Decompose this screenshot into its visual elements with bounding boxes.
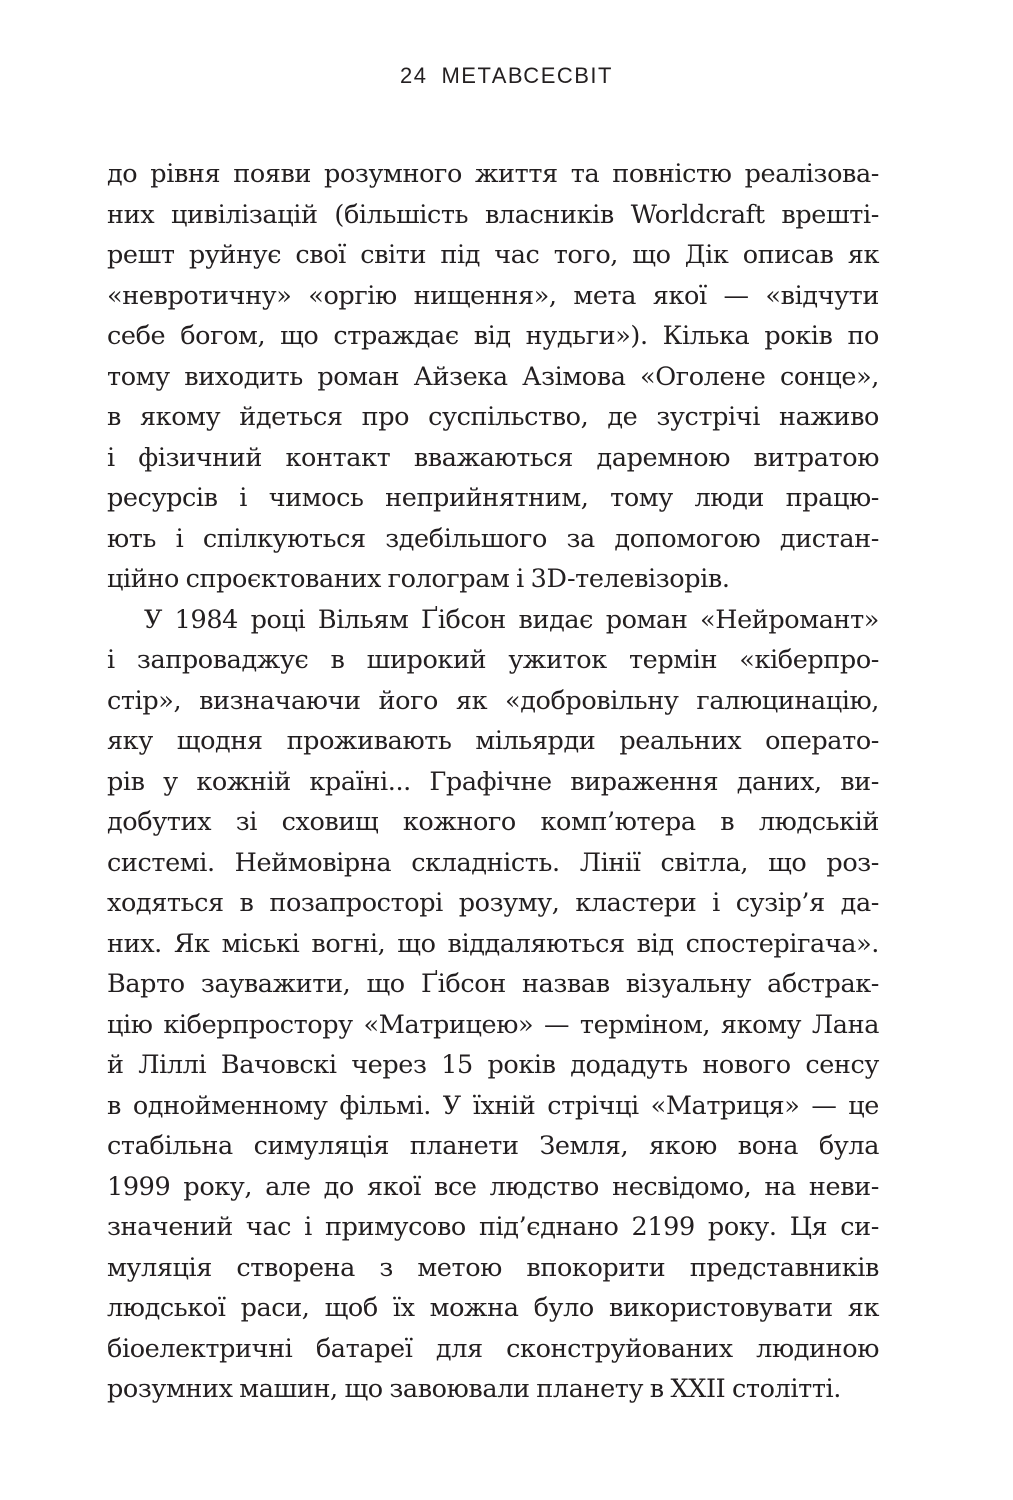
text-line: «невротичну» «оргію нищення», мета якої — «відчути [107, 280, 879, 311]
text-line: системі. Неймовірна складність. Лінії світла, що роз- [107, 847, 879, 878]
text-line: муляція створена з метою впокорити представників [107, 1252, 879, 1283]
text-line: до рівня появи розумного життя та повністю реалізова- [107, 159, 879, 189]
text-line: в якому йдеться про суспільство, де зустрічі наживо [107, 402, 879, 432]
text-line: стір», визначаючи його як «добровільну галюцинацію, [107, 685, 879, 716]
text-line: них. Як міські вогні, що віддаляються від спостерігача». [107, 928, 879, 959]
text-line: себе богом, що страждає від нудьги»). Кілька років по [107, 321, 879, 351]
text-line: ють і спілкуються здебільшого за допомогою дистан- [107, 523, 879, 554]
running-head [0, 60, 1013, 92]
text-line: людської раси, щоб їх можна було використовувати як [107, 1293, 879, 1323]
text-line: й Ліллі Вачовскі через 15 років додадуть нового сенсу [107, 1050, 879, 1080]
text-line: У 1984 році Вільям Ґібсон видає роман «Нейромант» [144, 604, 879, 635]
page-number: 24 [400, 63, 428, 88]
text-line: біоелектричні батареї для сконструйованих людиною [107, 1333, 879, 1364]
text-line: ційно спроєктованих голограм і 3D-телевізорів. [107, 564, 730, 594]
text-line: добутих зі сховищ кожного комп’ютера в людській [107, 807, 879, 837]
text-line: рів у кожній країні... Графічне вираження даних, ви- [107, 766, 879, 797]
text-line: Варто зауважити, що Ґібсон назвав візуальну абстрак- [107, 969, 879, 999]
text-line: і запроваджує в широкий ужиток термін «кіберпро- [107, 645, 879, 675]
text-line: тому виходить роман Айзека Азімова «Оголене сонце», [107, 361, 879, 392]
text-line: них цивілізацій (більшість власників Worldcraft врешті- [107, 199, 879, 230]
text-line: ходяться в позапросторі розуму, кластери і сузір’я да- [107, 888, 879, 918]
text-line: і фізичний контакт вважаються даремною витратою [107, 442, 879, 473]
text-line: 1999 року, але до якої все людство несвідомо, на неви- [107, 1171, 879, 1202]
paragraph-1 [107, 154, 879, 600]
text-line: значений час і примусово під’єднано 2199 року. Ця си- [107, 1212, 879, 1242]
body-text [107, 154, 879, 1410]
text-line: цію кіберпростору «Матрицею» — терміном, якому Лана [107, 1009, 879, 1040]
book-title: МЕТАВСЕСВІТ [441, 63, 613, 88]
paragraph-2 [107, 600, 879, 1410]
text-line: яку щодня проживають мільярди реальних операто- [107, 726, 879, 756]
text-line: ресурсів і чимось неприйнятним, тому люди працю- [107, 483, 879, 513]
text-line: розумних машин, що завоювали планету в XXII столітті. [107, 1374, 841, 1404]
text-line: решт руйнує свої світи під час того, що Дік описав як [107, 240, 879, 270]
text-line: в однойменному фільмі. У їхній стрічці «Матриця» — це [107, 1090, 879, 1121]
text-line: стабільна симуляція планети Земля, якою вона була [107, 1131, 879, 1161]
